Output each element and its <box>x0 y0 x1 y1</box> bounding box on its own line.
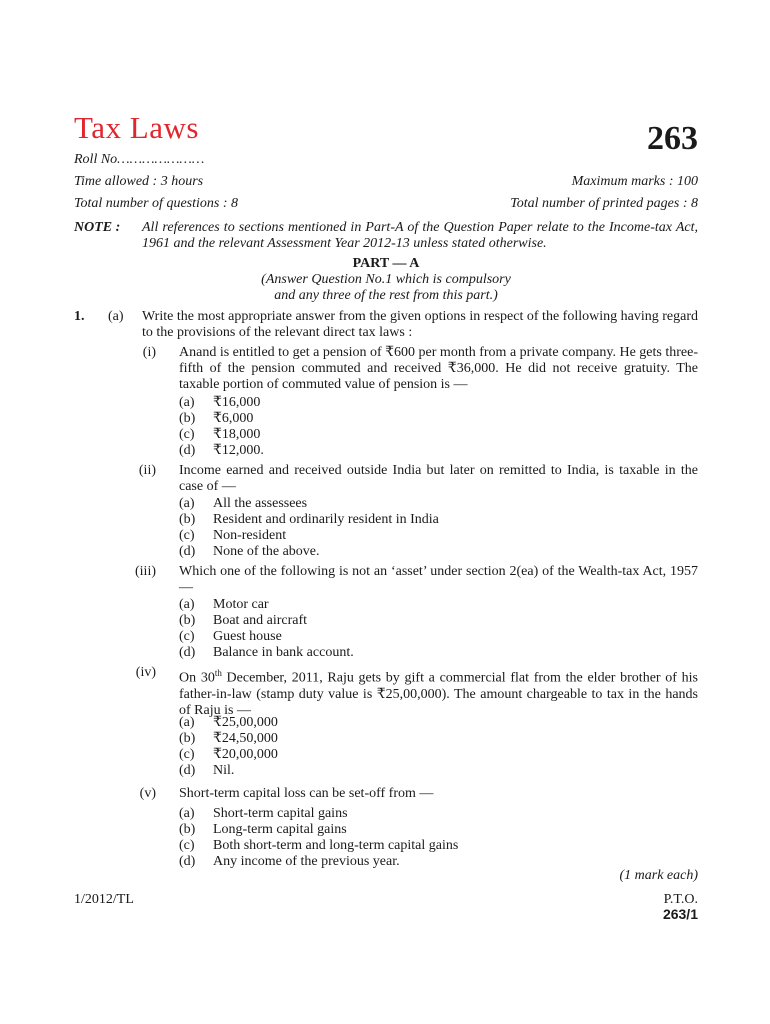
option <box>120 597 698 613</box>
option-label: (c) <box>179 528 195 543</box>
option-label: (a) <box>179 715 195 730</box>
option-label: (a) <box>179 496 195 511</box>
item-text: Which one of the following is not an ‘asset’ under section 2(ea) of the Wealth-tax Act, 1957 — <box>179 564 698 595</box>
option-text: ₹20,00,000 <box>213 747 278 762</box>
item-label: (iv) <box>135 665 156 680</box>
option-label: (b) <box>179 512 196 527</box>
option <box>120 731 698 747</box>
part-instruction-2: and any three of the rest from this part.) <box>274 288 498 303</box>
option-list <box>120 715 698 779</box>
item-text: Anand is entitled to get a pension of ₹600 per month from a private company. He gets three-fifth of the pension commuted and received ₹36,000. He did not receive gratuity. The taxable portion of commuted value of pension is — <box>179 345 698 392</box>
option-list <box>120 395 698 459</box>
option-text: None of the above. <box>213 544 320 559</box>
question-number: 1. <box>74 309 85 324</box>
option-text: All the assessees <box>213 496 308 511</box>
question-sub-label: (a) <box>108 309 124 324</box>
item-label: (i) <box>142 345 156 360</box>
paper-reference: 1/2012/TL <box>74 892 134 907</box>
option <box>120 629 698 645</box>
option <box>120 395 698 411</box>
paper-code: 263 <box>647 120 698 157</box>
option <box>120 613 698 629</box>
time-allowed: Time allowed : 3 hours <box>74 174 204 189</box>
option-text: Motor car <box>213 597 269 612</box>
total-pages: Total number of printed pages : 8 <box>510 196 698 211</box>
option-label: (b) <box>179 411 196 426</box>
option <box>120 645 698 661</box>
option-label: (d) <box>179 645 196 660</box>
option <box>120 512 698 528</box>
maximum-marks: Maximum marks : 100 <box>571 174 698 189</box>
option-label: (b) <box>179 731 196 746</box>
option-text: ₹25,00,000 <box>213 715 278 730</box>
option-label: (d) <box>179 763 196 778</box>
option <box>120 427 698 443</box>
item-text: Income earned and received outside India but later on remitted to India, is taxable in the case of — <box>179 463 698 494</box>
option <box>120 443 698 459</box>
option-label: (c) <box>179 838 195 853</box>
option-text: ₹16,000 <box>213 395 261 410</box>
roll-no: Roll No………………… <box>74 152 205 167</box>
option <box>120 763 698 779</box>
item-text: On 30th December, 2011, Raju gets by gift a commercial flat from the elder brother of his father-in-law (stamp duty value is ₹25,00,000). The amount chargeable to tax in the hands of Raju is — <box>179 668 698 718</box>
option-text: Short-term capital gains <box>213 806 348 821</box>
option-list <box>120 806 698 870</box>
option-text: Nil. <box>213 763 235 778</box>
option-label: (c) <box>179 629 195 644</box>
option-label: (d) <box>179 854 196 869</box>
note-label: NOTE : <box>74 220 121 235</box>
option-text: Both short-term and long-term capital gains <box>213 838 459 853</box>
option-text: Resident and ordinarily resident in India <box>213 512 439 527</box>
marks-note: (1 mark each) <box>619 868 698 883</box>
option-list <box>120 597 698 661</box>
option <box>120 838 698 854</box>
option <box>120 544 698 560</box>
option-label: (b) <box>179 822 196 837</box>
option-label: (a) <box>179 806 195 821</box>
item-label: (ii) <box>138 463 156 478</box>
option <box>120 747 698 763</box>
item-label: (iii) <box>135 564 156 579</box>
option-text: ₹24,50,000 <box>213 731 278 746</box>
option <box>120 496 698 512</box>
option-list <box>120 496 698 560</box>
item-text: Short-term capital loss can be set-off from — <box>179 786 434 801</box>
option <box>120 854 698 870</box>
option <box>120 822 698 838</box>
option <box>120 806 698 822</box>
option-label: (c) <box>179 427 195 442</box>
part-heading: PART — A <box>352 256 420 271</box>
question-stem: Write the most appropriate answer from the given options in respect of the following having regard to the provisions of the relevant direct tax laws : <box>142 309 698 340</box>
page-code: 263/1 <box>662 906 698 922</box>
option-text: Balance in bank account. <box>213 645 354 660</box>
option-text: ₹12,000. <box>213 443 264 458</box>
option-label: (d) <box>179 544 196 559</box>
note-text: All references to sections mentioned in Part-A of the Question Paper relate to the Income-tax Act, 1961 and the relevant Assessment Year 2012-13 unless stated otherwise. <box>142 220 698 251</box>
option-text: Boat and aircraft <box>213 613 308 628</box>
option-label: (b) <box>179 613 196 628</box>
option-text: ₹18,000 <box>213 427 261 442</box>
option-label: (d) <box>179 443 196 458</box>
option-text: Non-resident <box>213 528 287 543</box>
part-instruction-1: (Answer Question No.1 which is compulsory <box>261 272 511 287</box>
paper-title: Tax Laws <box>74 110 199 145</box>
option-text: Guest house <box>213 629 282 644</box>
option <box>120 715 698 731</box>
option-label: (a) <box>179 395 195 410</box>
option-text: ₹6,000 <box>213 411 254 426</box>
option-text: Long-term capital gains <box>213 822 347 837</box>
total-questions: Total number of questions : 8 <box>74 196 238 211</box>
option <box>120 411 698 427</box>
pto-label: P.T.O. <box>663 892 698 907</box>
item-label: (v) <box>139 786 156 801</box>
option <box>120 528 698 544</box>
option-label: (a) <box>179 597 195 612</box>
option-label: (c) <box>179 747 195 762</box>
option-text: Any income of the previous year. <box>213 854 400 869</box>
